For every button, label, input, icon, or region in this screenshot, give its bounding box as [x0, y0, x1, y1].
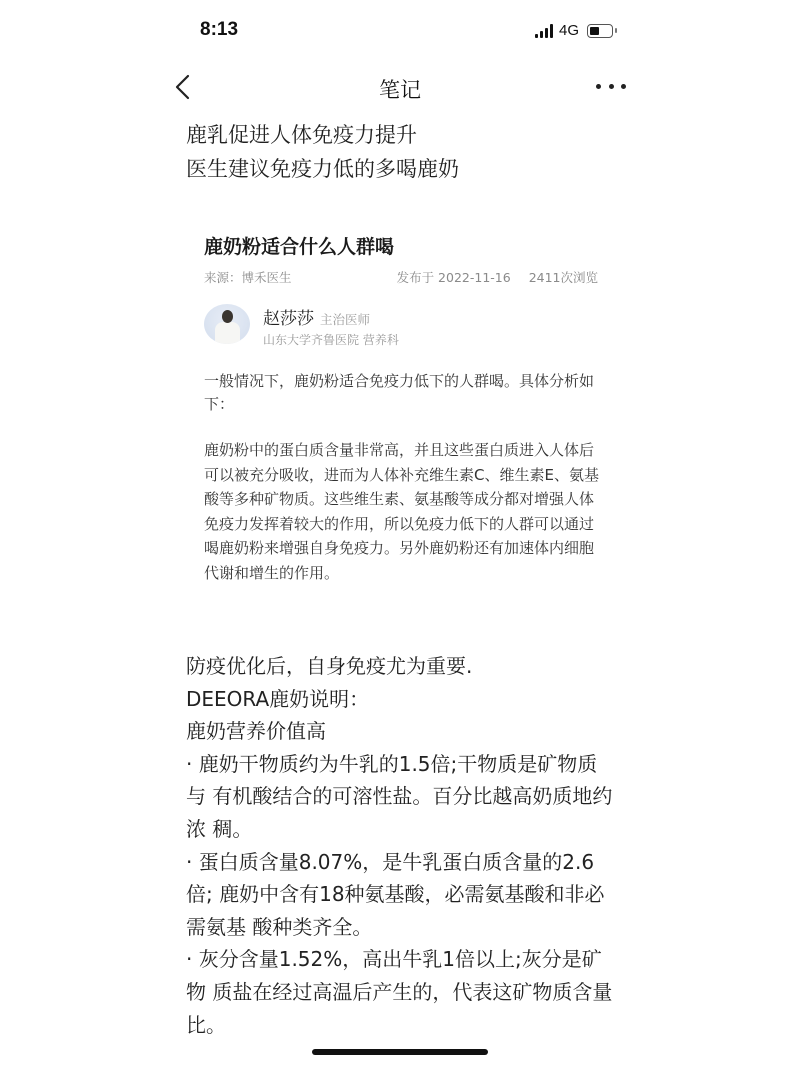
home-indicator[interactable] [312, 1049, 488, 1055]
note-headline [186, 118, 459, 186]
article-views: 2411次浏览 [528, 270, 598, 285]
note-body [186, 650, 616, 1041]
more-horizontal-icon [596, 84, 601, 89]
article-date: 发布于 2022-11-16 [396, 270, 511, 285]
embedded-article-image [186, 196, 614, 636]
body-line-3: 鹿奶营养价值高 [186, 719, 326, 744]
status-time: 8:13 [200, 19, 239, 40]
article-source: 来源：博禾医生 [204, 270, 292, 285]
cellular-signal-icon [535, 24, 553, 38]
author-name: 赵莎莎 [263, 309, 314, 329]
dot [609, 84, 614, 89]
page-title: 笔记 [379, 78, 421, 102]
headline-line-2: 医生建议免疫力低的多喝鹿奶 [186, 157, 459, 181]
article-paragraph-1: 一般情况下，鹿奶粉适合免疫力低下的人群喝。具体分析如下： [204, 372, 595, 413]
more-button[interactable] [596, 74, 626, 98]
network-type: 4G [559, 22, 580, 39]
status-bar [0, 0, 800, 62]
author-role: 主治医师 [320, 312, 371, 327]
battery-icon [587, 24, 613, 38]
status-indicators [535, 22, 613, 39]
body-bullet-3: · 灰分含量1.52%，高出牛乳1倍以上;灰分是矿物 质盐在经过高温后产生的，代表这矿物质含量比。 [186, 947, 613, 1037]
avatar [204, 304, 250, 344]
dot [621, 84, 626, 89]
nav-bar [0, 62, 800, 112]
body-line-1: 防疫优化后，自身免疫尤为重要. [186, 654, 473, 678]
body-bullet-1: · 鹿奶干物质约为牛乳的1.5倍;干物质是矿物质与 有机酸结合的可溶性盐。百分比越高奶质地约浓 稠。 [186, 751, 613, 841]
headline-line-1: 鹿乳促进人体免疫力提升 [186, 123, 417, 147]
article-paragraph-2: 鹿奶粉中的蛋白质含量非常高，并且这些蛋白质进入人体后可以被充分吸收，进而为人体补充维生素C、维生素E、氨基酸等多种矿物质。这些维生素、氨基酸等成分都对增强人体免疫力发挥着较大的作用，所以免疫力低下的人群可以通过喝鹿奶粉来增强自身免疫力。另外鹿奶粉还有加速体内细胞代谢和增生的作用。 [204, 441, 599, 582]
body-bullet-2: · 蛋白质含量8.07%，是牛乳蛋白质含量的2.6倍; 鹿奶中含有18种氨基酸，必需氨基酸和非必需氨基 酸种类齐全。 [186, 849, 605, 939]
article-title: 鹿奶粉适合什么人群喝 [204, 236, 395, 258]
author-name-row [263, 304, 370, 329]
body-line-2: DEEORA鹿奶说明： [186, 686, 370, 711]
article-meta [204, 268, 598, 286]
author-organization: 山东大学齐鲁医院 营养科 [263, 333, 399, 347]
